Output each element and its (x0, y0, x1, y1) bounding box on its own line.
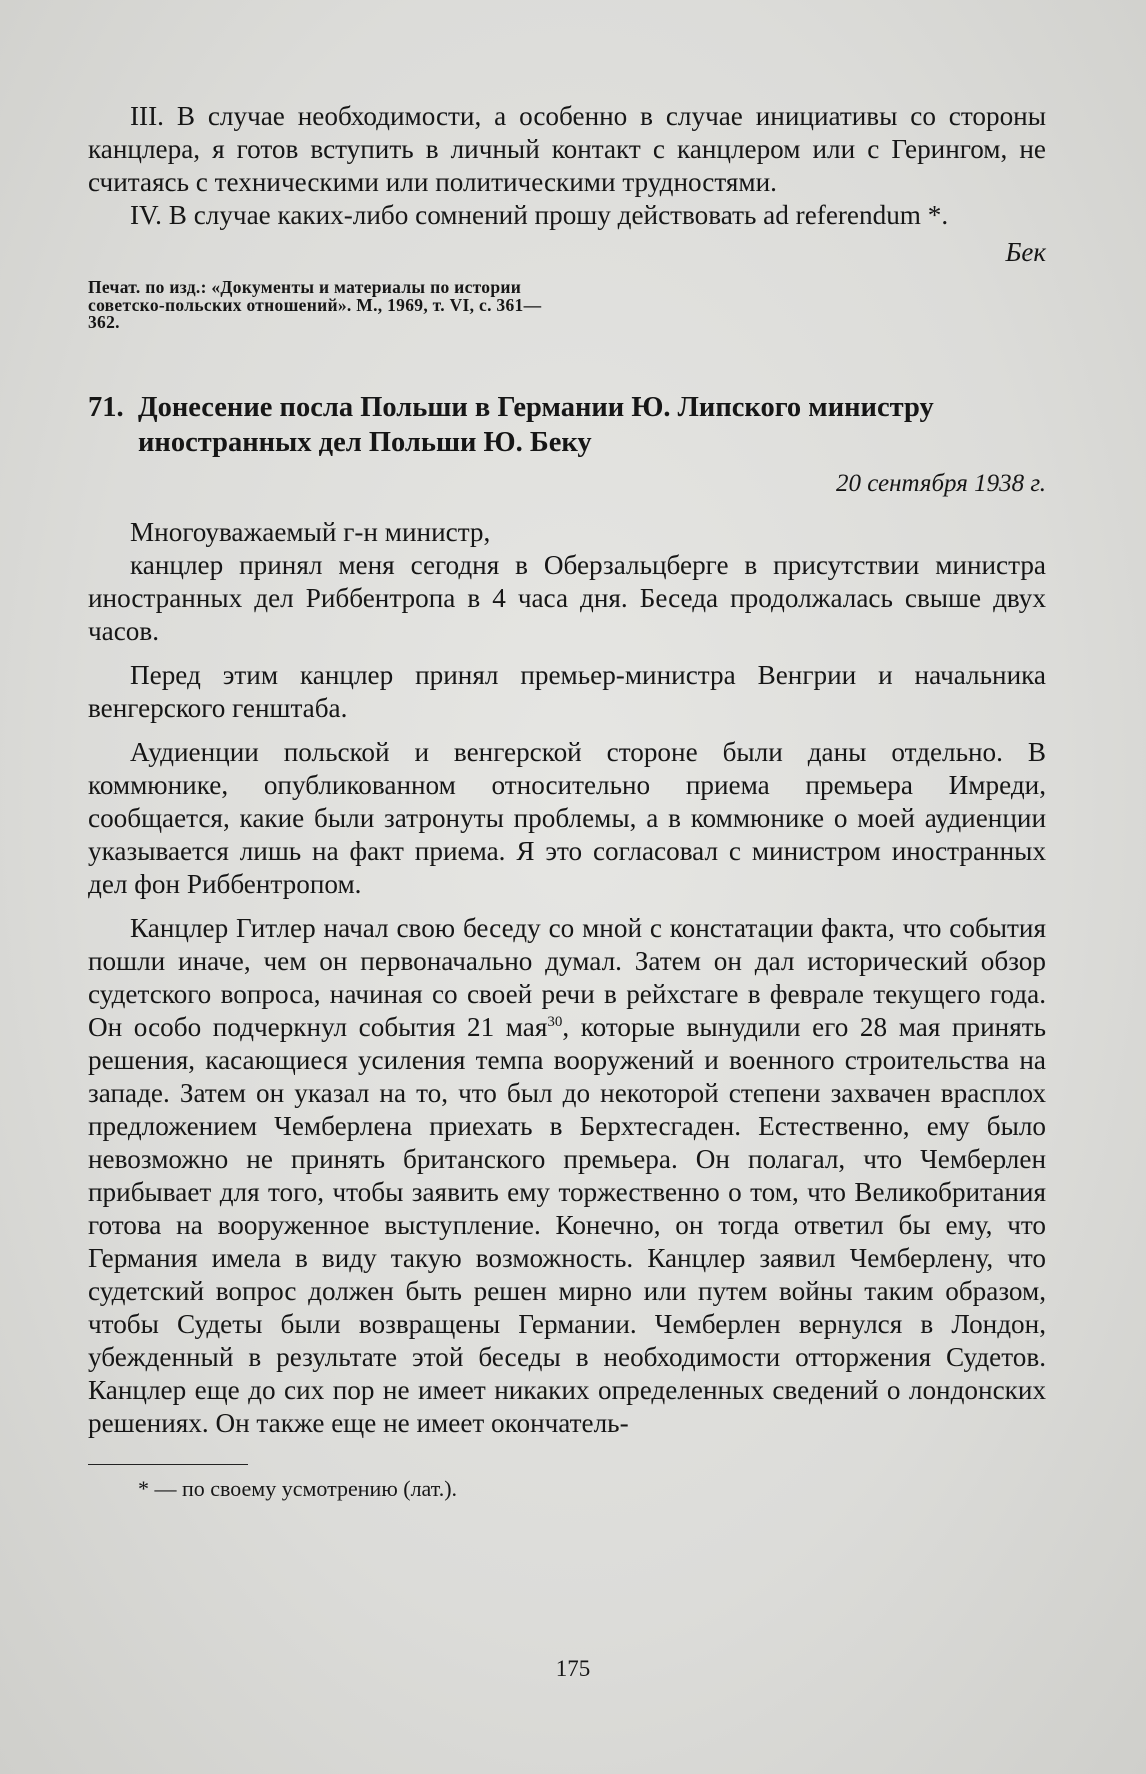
paragraph-section-4: IV. В случае каких-либо сомнений прошу действовать ad referendum *. (130, 200, 949, 230)
paragraph-4-part-1: Канцлер Гитлер начал свою беседу со мной с констатации факта, что события пошли иначе, чем он первоначально думал. Затем он дал исторический обзор судетского вопроса, начиная со своей речи в рейхстаге в феврале текущего года. Он особо подчеркнул события 21 мая (88, 912, 1046, 1042)
document-heading (88, 390, 1046, 460)
footnote: * — по своему усмотрению (лат.). (138, 1475, 458, 1501)
document-title: Донесение посла Польши в Германии Ю. Липского министру иностранных дел Польши Ю. Беку (138, 391, 934, 458)
paragraph-section-3: III. В случае необходимости, а особенно в случае инициативы со стороны канцлера, я готов вступить в личный контакт с канцлером или с Герингом, не считаясь с техническими или политическими трудностями. (88, 101, 1046, 197)
paragraph-3: Аудиенции польской и венгерской стороне были даны отдельно. В коммюнике, опубликованном относительно приема премьера Имреди, сообщается, какие были затронуты проблемы, а в коммюнике о моей аудиенции указывается лишь на факт приема. Я это согласовал с министром иностранных дел фон Риббентропом. (88, 736, 1046, 899)
document-body (88, 516, 1046, 1440)
signature: Бек (1005, 237, 1046, 267)
paragraph-4-part-2: , которые вынудили его 28 мая принять решения, касающиеся усиления темпа вооружений и военного строительства на западе. Затем он указал на то, что был до некоторой степени захвачен врасплох предложением Чемберлена приехать в Берхтесгаден. Естественно, ему было невозможно не принять британского премьера. Он полагал, что Чемберлен прибывает для того, чтобы заявить ему торжественно о том, что Великобритания готова на вооруженное выступление. Конечно, он тогда ответил бы ему, что Германия имела в виду такую возможность. Канцлер заявил Чемберлену, что судетский вопрос должен быть решен мирно или путем войны таким образом, чтобы Судеты были возвращены Германии. Чемберлен вернулся в Лондон, убежденный в результате этой беседы в необходимости отторжения Судетов. Канцлер еще до сих пор не имеет никаких определенных сведений о лондонских решениях. Он также еще не имеет окончатель- (88, 1011, 1046, 1438)
salutation: Многоуважаемый г-н министр, (130, 516, 491, 547)
paragraph-1: канцлер принял меня сегодня в Оберзальцберге в присутствии министра иностранных дел Риббентропа в 4 часа дня. Беседа продолжалась свыше двух часов. (88, 549, 1046, 646)
footnote-divider (88, 1464, 248, 1465)
paragraph-2: Перед этим канцлер принял премьер-министра Венгрии и начальника венгерского генштаба. (88, 659, 1046, 723)
document-date: 20 сентября 1938 г. (835, 469, 1046, 497)
source-note: Печат. по изд.: «Документы и материалы по истории советско-польских отношений». М., 1969, т. VI, с. 361—362. (88, 277, 542, 332)
paragraph-4 (88, 912, 1046, 1440)
page-number: 175 (555, 1656, 591, 1681)
footnote-ref-30: 30 (547, 1013, 563, 1030)
document-number: 71. (88, 391, 124, 423)
